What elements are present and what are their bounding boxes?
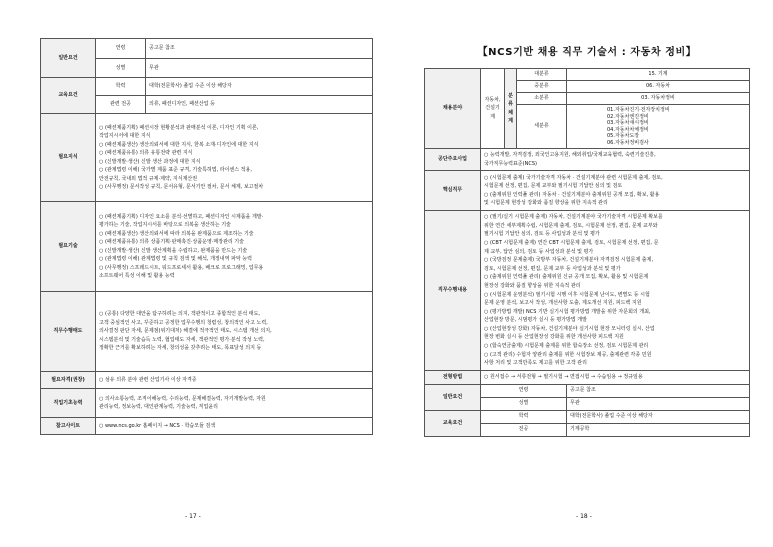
duty-content: ○ (필기/실기 시험문제 출제) 자동차, 건설기계분야 국가기술자격 시험문제 확보를 위한 연간 세부계획수립, 시험문제 출제, 검토, 시험문제 선정, 편집, 문제 교부와 필기시험 기답안 심의, 검토 등 사업성과 분석 및 평가 ○ (CBT 시험문제 출제) 연간 CBT 시험문제 출제, 검토, 시험문제 선정, 편집, 문 제 교부, 답안 심의, 검토 등 사업성과 분석 및 평가 ○ (국방검정 문제출제) 국방부 자동차, 건설기계분야 자격검정 시험문제 출제, 검토, 시험문제 선정, 편집, 문제 교부 등 사업성과 분석 및 평가 ○ (출제위원 인력풀 관리) 출제위원 신규 공개 모집, 확보, 활용 및 시험문제 현장성 강화와 품질 향상을 위한 지속적 관리 ○ (시험문제 운영분석) 필기시험 시행 이후 시험문제 난이도, 변별도 등 시험 문제 운영 분석, 보고서 작성, 개선사항 도출, 제도개선 지원, 피드백 지원 ○ (평가방법 개발) NCS 기반 실기시험 평가방법 개발을 위한 자문회의 개최, 산업현장 방문, 시범평가 실시 등 평가방법 개발 ○ (산업현장성 강화) 자동차, 건설기계분야 실기시험 현장 모니터링 실시, 산업 현장 변화 실시 등 산업현장성 강화를 위한 개선사항 피드백 지원 ○ (합숙연금출제) 시험문제 출제를 위한 합숙장소 선정, 검토 시험문제 관리 ○ (고객 관리) 수험자 양관리 출제를 위한 시험장보 제공, 출제관련 각종 민원 사항 처리 및 고객만족도 제고를 위한 고객 관리	[481, 211, 750, 371]
major-key-right: 전공	[481, 423, 567, 436]
age-value: 공고문 참조	[146, 39, 373, 59]
minor-class-key: 소분류	[517, 93, 567, 105]
required-knowledge-label: 필요지식	[41, 114, 96, 202]
gender-value: 무관	[146, 59, 373, 78]
age-key: 연령	[96, 39, 146, 59]
degree-key-right: 학력	[481, 410, 567, 423]
right-job-description-table	[424, 68, 750, 437]
sub-class-key: 세분류	[517, 105, 567, 149]
middle-class-value: 06. 자동차	[567, 81, 750, 93]
sub-class-list: 01.자동차진기·전자장치정비 02.자동차엔진정비 03.자동차섀시정비 04.자동차차체정비 05.자동차도장 06.자동차정비검사	[567, 105, 750, 149]
reference-site-label: 참고사이트	[41, 418, 96, 435]
middle-class-key: 중분류	[517, 81, 567, 93]
reference-site-content[interactable]: ○ www.ncs.go.kr 홈페이지 → NCS · 학습모듈 검색	[96, 418, 373, 435]
page-title: 【NCS기반 채용 직무 기술서 : 자동차 정비】	[477, 47, 697, 58]
recruit-field-value: 자동차,건설기계	[481, 69, 505, 149]
required-skills-content: ○ (패션제품기획) 디자인 요소를 분석·선별하고, 패션디자인 시제품을 개발· 평가하는 기술, 작업지시서를 바탕으로 의복을 생산하는 기술 ○ (패션제품생산) 생산의뢰서에 따라 의복을 완제품으로 제조하는 기술 ○ (패션제품유통) 의류 상품기획·판매촉진·상품운영·매장관리 기술 ○ (신발개발·생산) 신발 생산계획을 수립하고, 완제품을 만드는 기술 ○ (관계법령 이해) 관계법령 및 규칙 검색 및 해석, 개정내역 파악 능력 ○ (사무행정) 스프레드시트, 워드프로세서 활용, 배크로 프로그래밍, 업무용 소프트웨어 특성 이해 및 활용 능력	[96, 202, 373, 292]
page-number-17: - 17 -	[185, 513, 201, 520]
gender-value-right: 무관	[567, 397, 750, 410]
left-page	[40, 38, 373, 435]
minor-class-value: 03. 자동차정비	[567, 93, 750, 105]
certification-content: ○ 섬유 의류 분야 관련 산업기사 이상 자격증	[96, 372, 373, 389]
degree-key: 학력	[96, 78, 146, 96]
core-duty-content: ○ (시험문제 출제) 국가기술자격 자동차 · 건설기계분야 관련 시험문제 출제, 검토, 시험문제 선정, 편집, 문제 교부와 필기시험 기답안 심의 및 검토 ○ (출제위원 인력풀 관리) 자동차 · 건설기계분야 출제위원 공개 모집, 확보, 활용 및 시험문제 현장성 강화와 품질 향상을 위한 지속적 관리	[481, 171, 750, 211]
hiring-process-content: ○ 원서접수 → 서류전형 → 필기시험 → 면접시험 → 수습임용 → 정규임용	[481, 371, 750, 385]
main-business-content: ○ 능력개발, 자격검정, 외국인고용지원, 해외취업/국제교육협력, 숙련기술진흥, 국가직무능력표준(NCS)	[481, 149, 750, 171]
hiring-process-label: 전형방법	[425, 371, 481, 385]
required-skills-label: 필요기술	[41, 202, 96, 292]
general-requirements-label: 일반요건	[41, 39, 96, 78]
page-number-18: - 18 -	[576, 513, 592, 520]
work-attitude-content: ○ (공통) 다양한 대안을 탐구하려는 의지, 객관적이고 종합적인 분석 태도, 고객 중심적인 사고, 꾸준하고 공정한 업무수행의 청렴성, 창의적인 사고 노력, 의사결정 판단 자세, 문제점(위기대처) 해결에 적극적인 태도, 시스템 개선 의지, 시스템분석 및 기술습득 노력, 협업태도 자세, 객관적인 평가·분석 작성 노력, 정확한 근거를 확보하려는 자세, 창의성을 갖추려는 태도, 목표달성 의지 등	[96, 292, 373, 372]
general-requirements-label-right: 일반요건	[425, 384, 481, 410]
age-value-right: 공고문 참조	[567, 384, 750, 397]
main-business-label: 공단주요사업	[425, 149, 481, 171]
major-value-right: 기계공학	[567, 423, 750, 436]
age-key-right: 연령	[481, 384, 567, 397]
education-requirements-label-right: 교육요건	[425, 410, 481, 436]
certification-label: 필요자격(권장)	[41, 372, 96, 389]
major-key: 관련 전공	[96, 96, 146, 114]
basic-competency-content: ○ 의사소통능력, 조직이해능력, 수리능력, 문제해결능력, 자기개발능력, 자원 관리능력, 정보능력, 대인관계능력, 기술능력, 직업윤리	[96, 389, 373, 418]
education-requirements-label: 교육요건	[41, 78, 96, 114]
core-duty-label: 핵심직무	[425, 171, 481, 211]
left-requirements-table	[40, 38, 373, 435]
degree-value-right: 대학(전문학사) 졸업 수준 이상 해당자	[567, 410, 750, 423]
recruit-field-label: 채용분야	[425, 69, 481, 149]
major-class-value: 15. 기계	[567, 69, 750, 81]
gender-key: 성별	[96, 59, 146, 78]
major-value: 의류, 패션디자인, 패션산업 등	[146, 96, 373, 114]
classification-label: 분류체계	[505, 69, 517, 149]
duty-content-label: 직무수행내용	[425, 211, 481, 371]
basic-competency-label: 직업기초능력	[41, 389, 96, 418]
work-attitude-label: 직무수행태도	[41, 292, 96, 372]
major-class-key: 대분류	[517, 69, 567, 81]
required-knowledge-content: ○ (패션제품기획) 패션시장 현황분석과 판매분석 이론, 디자인 기획 이론, 작업지시서에 대한 지식 ○ (패션제품생산) 생산의뢰서에 대한 지식, 한복 소재·디자인에 대한 지식 ○ (패션제품유통) 의류 유통전략 관련 지식 ○ (신발개발·생산) 신발 생산 과정에 대한 지식 ○ (관계법령 이해) 국가별 제품 표준 규격, 기술특허법, 라이센스 적용, 안전규칙, 국내외 법적 규제·제약, 지식재산권 ○ (사무행정) 문서작성 규칙, 문서유형, 문서기안 절차, 문서 체계, 보고절차	[96, 114, 373, 202]
gender-key-right: 성별	[481, 397, 567, 410]
degree-value: 대학(전문학사) 졸업 수준 이상 해당자	[146, 78, 373, 96]
